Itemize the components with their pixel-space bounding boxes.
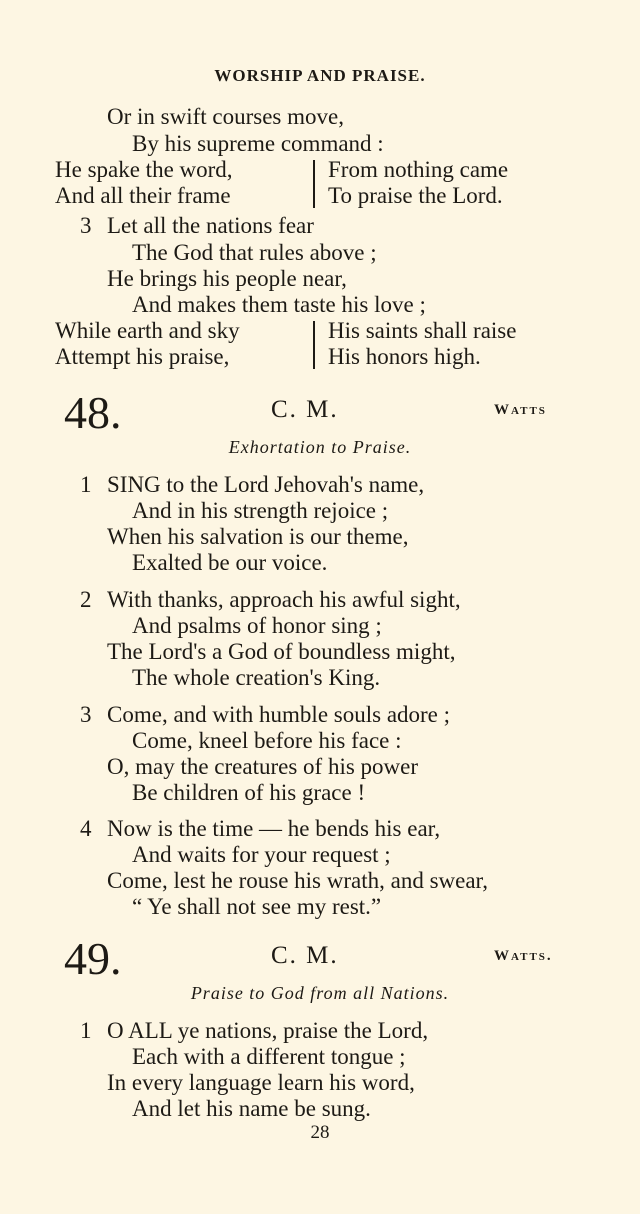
verse-line: Come, kneel before his face : — [132, 728, 402, 753]
split-left-line: While earth and sky — [55, 318, 240, 343]
verse-line: By his supreme command : — [132, 131, 384, 156]
stanza-number: 2 — [80, 587, 92, 612]
hymn-meter: C. M. — [271, 396, 339, 423]
verse-line: “ Ye shall not see my rest.” — [132, 894, 382, 919]
split-left-line: Attempt his praise, — [55, 344, 230, 369]
verse-line: O, may the creatures of his power — [107, 754, 419, 779]
split-divider — [313, 160, 315, 208]
running-head: WORSHIP AND PRAISE. — [214, 66, 426, 85]
hymn-number: 49. — [64, 933, 122, 984]
verse-line: Let all the nations fear — [107, 213, 314, 238]
split-divider — [313, 321, 315, 369]
stanza-number: 3 — [80, 213, 92, 238]
hymn-meter: C. M. — [271, 942, 339, 969]
verse-line: And makes them taste his love ; — [132, 292, 426, 317]
hymn-subtitle: Exhortation to Praise. — [228, 437, 412, 457]
page-number: 28 — [310, 1122, 330, 1143]
hymn-author: Watts. — [494, 948, 553, 964]
stanza-number: 1 — [80, 472, 92, 497]
hymn-number: 48. — [64, 387, 122, 438]
stanza-number: 1 — [80, 1018, 92, 1043]
verse-line: With thanks, approach his awful sight, — [107, 587, 461, 612]
split-right-line: His saints shall raise — [328, 318, 517, 343]
verse-line: And psalms of honor sing ; — [132, 613, 382, 638]
split-left-line: He spake the word, — [55, 157, 233, 182]
stanza-number: 4 — [80, 816, 92, 841]
verse-line: In every language learn his word, — [107, 1070, 415, 1095]
verse-line: Be children of his grace ! — [132, 780, 366, 805]
verse-line: And in his strength rejoice ; — [132, 498, 389, 523]
verse-line: Exalted be our voice. — [132, 550, 328, 575]
verse-line: The Lord's a God of boundless might, — [107, 639, 456, 664]
verse-line: Come, and with humble souls adore ; — [107, 702, 451, 727]
verse-line: Or in swift courses move, — [107, 104, 344, 129]
hymn-author: Watts — [494, 402, 547, 418]
split-right-line: To praise the Lord. — [328, 183, 503, 208]
verse-line: The whole creation's King. — [132, 665, 381, 690]
stanza-number: 3 — [80, 702, 92, 727]
verse-line: O ALL ye nations, praise the Lord, — [107, 1018, 429, 1043]
verse-line: And waits for your request ; — [132, 842, 391, 867]
verse-line: He brings his people near, — [107, 266, 347, 291]
hymn-subtitle: Praise to God from all Nations. — [190, 983, 450, 1003]
verse-line: And let his name be sung. — [132, 1096, 371, 1121]
verse-line: The God that rules above ; — [132, 240, 377, 265]
split-left-line: And all their frame — [55, 183, 231, 208]
verse-line: Each with a different tongue ; — [132, 1044, 406, 1069]
split-right-line: His honors high. — [328, 344, 481, 369]
verse-line: SING to the Lord Jehovah's name, — [107, 472, 425, 497]
verse-line: Now is the time — he bends his ear, — [107, 816, 441, 841]
verse-line: When his salvation is our theme, — [107, 524, 409, 549]
split-right-line: From nothing came — [328, 157, 509, 182]
verse-line: Come, lest he rouse his wrath, and swear, — [107, 868, 489, 893]
